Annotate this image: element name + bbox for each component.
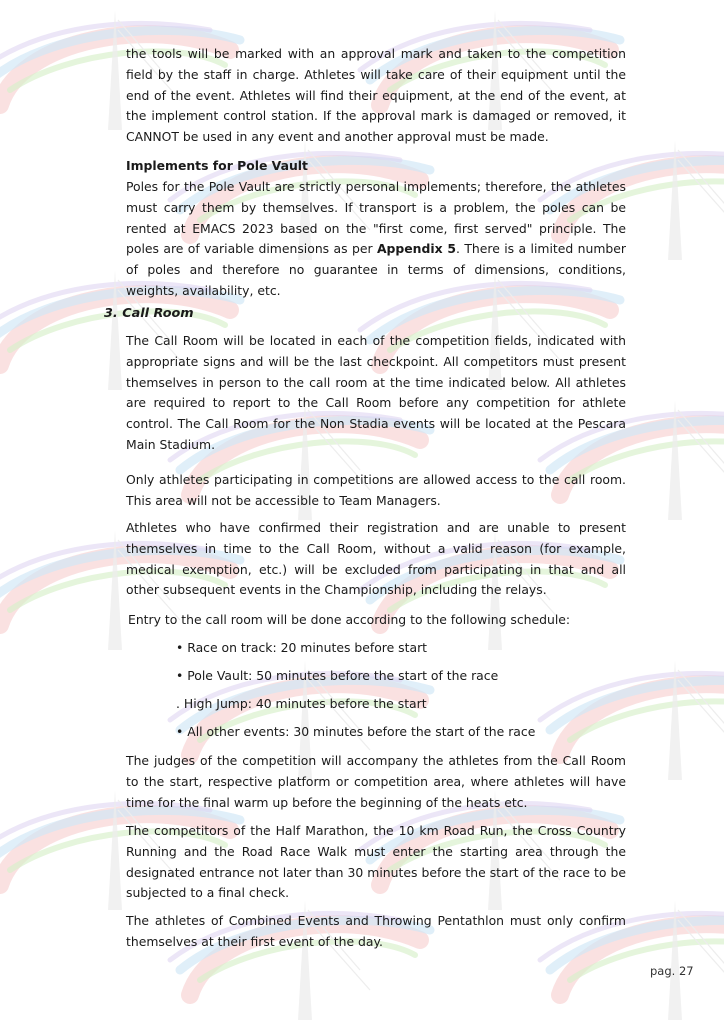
call-room-paragraph-4: The judges of the competition will accompany the athletes from the Call Room to the start, respective platform or competition area, where athletes will have time for the final warm up before the beginning of the heats etc. xyxy=(126,753,626,810)
schedule-item-pole-vault: • Pole Vault: 50 minutes before the start of the race xyxy=(176,668,499,683)
pole-vault-text-before: Poles for the Pole Vault are strictly personal implements; therefore, the athletes must carry them by themselves. If transport is a problem, the poles can be rented at EMACS 2023 based on the "first come, first served" principle. The poles are of variable dimensions as per xyxy=(126,179,626,257)
pole-vault-text-after: . There is a limited number of poles and therefore no guarantee in terms of dimensions, conditions, weights, availability, etc. xyxy=(126,241,626,298)
schedule-intro: Entry to the call room will be done according to the following schedule: xyxy=(128,612,571,627)
pole-vault-paragraph xyxy=(126,177,626,302)
pole-vault-heading: Implements for Pole Vault xyxy=(126,158,308,173)
call-room-section-title: 3. Call Room xyxy=(104,306,194,321)
call-room-paragraph-2: Only athletes participating in competitions are allowed access to the call room. This area will not be accessible to Team Managers. xyxy=(126,472,626,508)
schedule-item-high-jump: . High Jump: 40 minutes before the start xyxy=(176,696,427,711)
call-room-paragraph-6: The athletes of Combined Events and Throwing Pentathlon must only confirm themselves at their first event of the day. xyxy=(126,913,626,949)
tools-paragraph: the tools will be marked with an approval mark and taken to the competition field by the staff in charge. Athletes will take care of their equipment until the end of the event. Athletes will find their equipment, at the end of the event, at the implement control station. If the approval mark is damaged or removed, it CANNOT be used in any event and another approval must be made. xyxy=(126,46,626,145)
call-room-paragraph-3: Athletes who have confirmed their registration and are unable to present themselves in time to the Call Room, without a valid reason (for example, medical exemption, etc.) will be excluded from participating in that and all other subsequent events in the Championship, including the relays. xyxy=(126,520,626,598)
appendix-reference: Appendix 5 xyxy=(376,241,457,257)
schedule-item-race-on-track: • Race on track: 20 minutes before start xyxy=(176,640,428,655)
schedule-item-other-events: • All other events: 30 minutes before the start of the race xyxy=(176,724,536,739)
page-number: pag. 27 xyxy=(650,964,694,978)
call-room-paragraph-1: The Call Room will be located in each of the competition fields, indicated with appropriate signs and will be the last checkpoint. All competitors must present themselves in person to the call room at the time indicated below. All athletes are required to report to the Call Room before any competition for athlete control. The Call Room for the Non Stadia events will be located at the Pescara Main Stadium. xyxy=(126,333,626,452)
call-room-paragraph-5: The competitors of the Half Marathon, the 10 km Road Run, the Cross Country Running and the Road Race Walk must enter the starting area through the designated entrance not later than 30 minutes before the start of the race to be subjected to a final check. xyxy=(126,823,626,901)
